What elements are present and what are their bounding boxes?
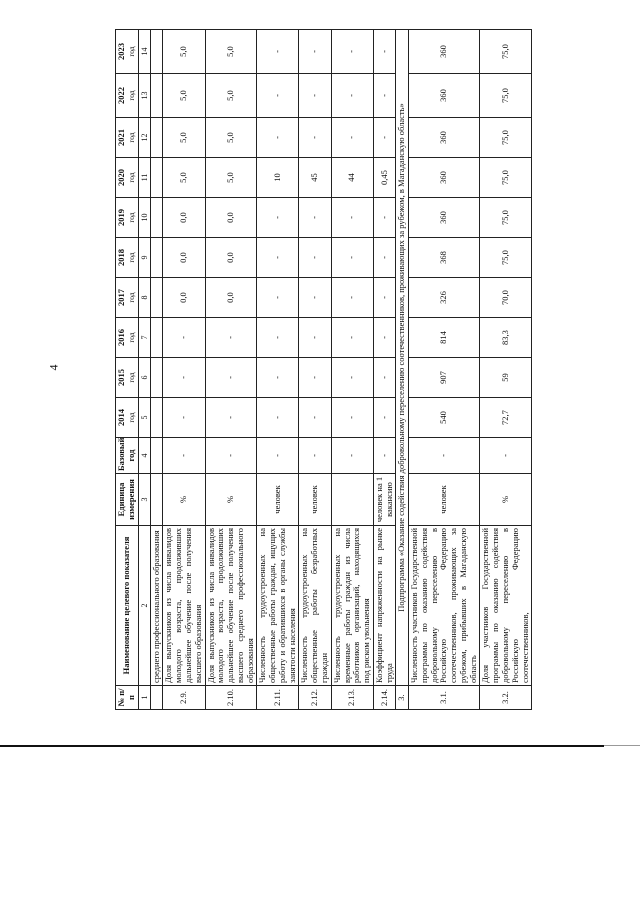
indicators-table — [115, 29, 532, 710]
value-cell: - — [205, 398, 257, 438]
base-year-cell: - — [373, 438, 396, 474]
value-cell: 75,0 — [480, 118, 532, 158]
value-cell: - — [331, 198, 373, 238]
value-cell: 5,0 — [205, 74, 257, 118]
value-cell: 75,0 — [480, 238, 532, 278]
row-number: 3.2. — [480, 686, 532, 710]
header-unit: Единица измерения — [116, 474, 139, 526]
unit-cell: % — [480, 474, 532, 526]
value-cell: - — [257, 118, 299, 158]
value-cell: 0,0 — [205, 278, 257, 318]
value-cell: 10 — [257, 158, 299, 198]
row-number: 2.14. — [373, 686, 396, 710]
table-row — [299, 30, 331, 710]
row-number: 2.11. — [257, 686, 299, 710]
value-cell: - — [373, 118, 396, 158]
value-cell: - — [299, 198, 331, 238]
header-base: Базовый год — [116, 438, 139, 474]
row-number: 2.10. — [205, 686, 257, 710]
unit-cell — [331, 474, 373, 526]
indicator-name: Доля выпускников из числа инвалидов молодого возраста, продолживших дальнейшее обучение после получения высшего образования — [163, 526, 205, 686]
section-number: 3. — [396, 686, 409, 710]
value-cell: 907 — [409, 358, 480, 398]
column-numbers-row — [138, 30, 150, 710]
unit-cell: человек — [299, 474, 331, 526]
base-year-cell: - — [163, 438, 205, 474]
value-cell: 326 — [409, 278, 480, 318]
value-cell: 360 — [409, 118, 480, 158]
header-year: 2019 год — [116, 198, 139, 238]
base-year-cell: - — [299, 438, 331, 474]
unit-cell: человек на 1 вакансию — [373, 474, 396, 526]
value-cell: 5,0 — [163, 118, 205, 158]
indicator-name: Численность трудоустроенных на общественные работы безработных граждан — [299, 526, 331, 686]
indicator-name: Численность трудоустроенных на общественные работы граждан, ищущих работу и обратившихся в органы службы занятости населения — [257, 526, 299, 686]
table-row — [373, 30, 396, 710]
indicator-name: Доля участников Государственной программы по оказанию содействия добровольному переселению в Российскую Федерацию соотечественников, — [480, 526, 532, 686]
table-body — [150, 30, 532, 710]
section-title: Подпрограмма «Оказание содействия добровольному переселению соотечественников, проживающих за рубежом, в Магаданскую область» — [396, 30, 409, 686]
unit-cell: человек — [257, 474, 299, 526]
table-row — [480, 30, 532, 710]
col-number: 7 — [138, 318, 150, 358]
value-cell: - — [331, 358, 373, 398]
value-cell: 59 — [480, 358, 532, 398]
base-year-cell: - — [331, 438, 373, 474]
header-year: 2018 год — [116, 238, 139, 278]
value-cell: 360 — [409, 74, 480, 118]
value-cell: - — [205, 358, 257, 398]
value-cell: 360 — [409, 198, 480, 238]
header-num: № п/п — [116, 686, 139, 710]
col-number: 10 — [138, 198, 150, 238]
value-cell: - — [257, 238, 299, 278]
value-cell: - — [331, 238, 373, 278]
value-cell: - — [257, 198, 299, 238]
value-cell: - — [299, 118, 331, 158]
value-cell: - — [163, 318, 205, 358]
value-cell: 75,0 — [480, 30, 532, 74]
page-number: 4 — [46, 364, 61, 371]
header-year: 2021 год — [116, 118, 139, 158]
value-cell: 5,0 — [205, 118, 257, 158]
value-cell: - — [331, 118, 373, 158]
header-year: 2022 год — [116, 74, 139, 118]
value-cell: - — [331, 74, 373, 118]
header-row — [116, 30, 139, 710]
col-number: 4 — [138, 438, 150, 474]
value-cell: 45 — [299, 158, 331, 198]
base-year-cell: - — [205, 438, 257, 474]
value-cell: - — [299, 238, 331, 278]
value-cell: - — [331, 318, 373, 358]
col-number: 14 — [138, 30, 150, 74]
value-cell: - — [299, 318, 331, 358]
value-cell: 360 — [409, 30, 480, 74]
value-cell: 5,0 — [205, 158, 257, 198]
col-number: 2 — [138, 526, 150, 686]
col-number: 6 — [138, 358, 150, 398]
col-number: 5 — [138, 398, 150, 438]
indicator-name: Доля выпускников из числа инвалидов молодого возраста, продолживших дальнейшее обучение после получения высшего среднего профессионального образования — [205, 526, 257, 686]
value-cell: 75,0 — [480, 158, 532, 198]
unit-cell: % — [163, 474, 205, 526]
value-cell: - — [373, 278, 396, 318]
value-cell: - — [205, 318, 257, 358]
value-cell: 360 — [409, 158, 480, 198]
value-cell: - — [331, 30, 373, 74]
value-cell: - — [331, 398, 373, 438]
col-number: 3 — [138, 474, 150, 526]
col-number: 9 — [138, 238, 150, 278]
value-cell: - — [373, 358, 396, 398]
value-cell: 0,45 — [373, 158, 396, 198]
value-cell: 5,0 — [163, 158, 205, 198]
value-cell: - — [373, 238, 396, 278]
table-row — [331, 30, 373, 710]
row-number: 3.1. — [409, 686, 480, 710]
value-cell: - — [299, 358, 331, 398]
header-year: 2020 год — [116, 158, 139, 198]
unit-cell: % — [205, 474, 257, 526]
value-cell: - — [257, 318, 299, 358]
indicator-name: Численность участников Государственной программы по оказанию содействия добровольному переселению в Российскую Федерацию соотечественников, проживающих за рубежом, прибывших в Магаданскую область — [409, 526, 480, 686]
value-cell: - — [257, 30, 299, 74]
value-cell: - — [299, 30, 331, 74]
header-year: 2017 год — [116, 278, 139, 318]
indicator-name: Коэффициент напряженности на рынке труда — [373, 526, 396, 686]
row-number: 2.13. — [331, 686, 373, 710]
table-row — [257, 30, 299, 710]
col-number: 12 — [138, 118, 150, 158]
value-cell: 70,0 — [480, 278, 532, 318]
col-number: 8 — [138, 278, 150, 318]
value-cell: 72,7 — [480, 398, 532, 438]
value-cell: - — [299, 74, 331, 118]
value-cell: - — [331, 278, 373, 318]
table-row — [163, 30, 205, 710]
value-cell: 44 — [331, 158, 373, 198]
header-name: Наименование целевого показателя — [116, 526, 139, 686]
value-cell: - — [257, 278, 299, 318]
value-cell: - — [373, 198, 396, 238]
continuation-text: среднего профессионального образования — [150, 526, 163, 686]
unit-cell: человек — [409, 474, 480, 526]
value-cell: - — [257, 358, 299, 398]
base-year-cell: - — [480, 438, 532, 474]
col-number: 11 — [138, 158, 150, 198]
value-cell: 0,0 — [205, 238, 257, 278]
value-cell: - — [257, 398, 299, 438]
horizontal-rule — [0, 745, 604, 747]
indicator-name: Численность трудоустроенных на временные работы граждан из числа работников организаций, находящихся под риском увольнения — [331, 526, 373, 686]
continuation-row — [150, 30, 163, 710]
value-cell: - — [163, 358, 205, 398]
value-cell: 75,0 — [480, 198, 532, 238]
horizontal-rule-thin — [604, 745, 640, 746]
value-cell: 5,0 — [163, 74, 205, 118]
base-year-cell: - — [409, 438, 480, 474]
header-year: 2015 год — [116, 358, 139, 398]
value-cell: 0,0 — [163, 278, 205, 318]
value-cell: - — [299, 278, 331, 318]
header-year: 2023 год — [116, 30, 139, 74]
base-year-cell: - — [257, 438, 299, 474]
value-cell: 814 — [409, 318, 480, 358]
header-year: 2014 год — [116, 398, 139, 438]
value-cell: 0,0 — [205, 198, 257, 238]
value-cell: - — [373, 398, 396, 438]
row-number: 2.9. — [163, 686, 205, 710]
rotated-table-container — [115, 30, 530, 710]
section-row — [396, 30, 409, 710]
value-cell: 5,0 — [205, 30, 257, 74]
col-number: 1 — [138, 686, 150, 710]
value-cell: 5,0 — [163, 30, 205, 74]
value-cell: 0,0 — [163, 198, 205, 238]
row-number: 2.12. — [299, 686, 331, 710]
value-cell: - — [373, 30, 396, 74]
value-cell: - — [373, 318, 396, 358]
value-cell: 83,3 — [480, 318, 532, 358]
table-row — [205, 30, 257, 710]
header-year: 2016 год — [116, 318, 139, 358]
value-cell: - — [299, 398, 331, 438]
value-cell: 0,0 — [163, 238, 205, 278]
value-cell: - — [257, 74, 299, 118]
value-cell: - — [163, 398, 205, 438]
value-cell: - — [373, 74, 396, 118]
value-cell: 540 — [409, 398, 480, 438]
table-row — [409, 30, 480, 710]
col-number: 13 — [138, 74, 150, 118]
value-cell: 75,0 — [480, 74, 532, 118]
value-cell: 368 — [409, 238, 480, 278]
